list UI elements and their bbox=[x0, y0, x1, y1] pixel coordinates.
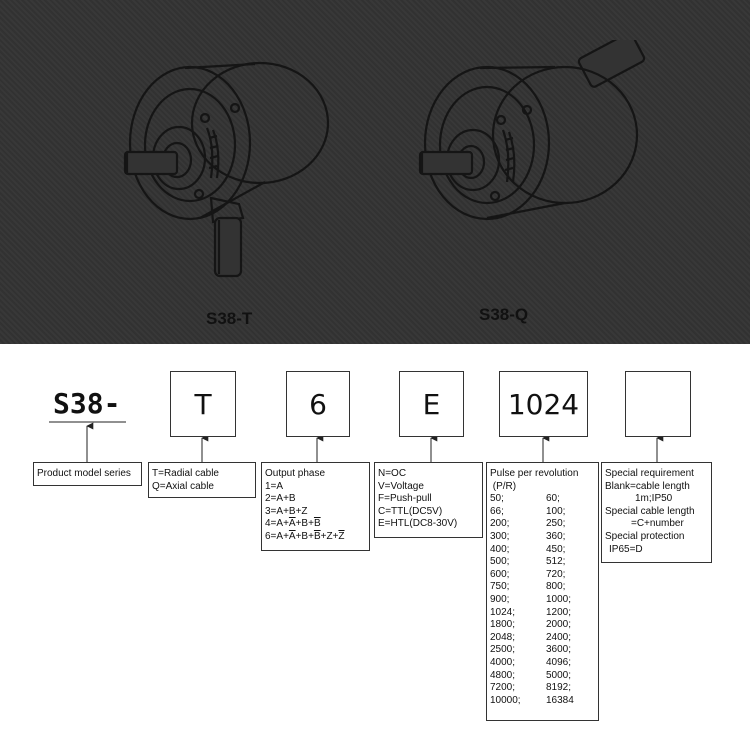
output-phase-item bbox=[265, 493, 366, 506]
desc-model: Product model series bbox=[33, 462, 142, 486]
pulse-value: 1000; bbox=[546, 593, 572, 605]
pulse-value: 200; bbox=[490, 518, 510, 530]
pulse-value: 500; bbox=[490, 556, 510, 568]
pulse-value: 1024; bbox=[490, 606, 516, 618]
pulse-value: 4000; bbox=[490, 656, 516, 668]
signal: A bbox=[276, 480, 284, 492]
pulse-value: 600; bbox=[490, 568, 510, 580]
pulse-value: 720; bbox=[546, 568, 566, 580]
pulse-value: 10000; bbox=[490, 694, 521, 706]
pulse-value: 60; bbox=[546, 493, 560, 505]
pulse-value: 750; bbox=[490, 581, 510, 593]
desc-cable: T=Radial cable Q=Axial cable bbox=[148, 462, 256, 498]
pulse-value: 50; bbox=[490, 493, 504, 505]
code-box-output: 6 bbox=[286, 371, 350, 437]
output-phase-list bbox=[265, 481, 366, 544]
pulse-value: 800; bbox=[546, 581, 566, 593]
output-phase-code: 2= bbox=[265, 493, 277, 505]
pulse-value: 3600; bbox=[546, 644, 572, 656]
model-prefix: S38- bbox=[53, 387, 121, 420]
pulse-value: 900; bbox=[490, 593, 510, 605]
desc-pulse: Pulse per revolution (P/R) 50; 60; 66; 100; 200; 250; 300; 360; 400; 450; 500; 512; 600; 720; 750; 800; 900; 1000; 1024; 1200; 1800; 2000; 2048; 2400; 2500; 3600; 4000; 4096; 4800; 5000; 7200; 8192; 10000; 16384 bbox=[486, 462, 599, 721]
pulse-value: 2500; bbox=[490, 644, 516, 656]
pulse-value: 5000; bbox=[546, 669, 572, 681]
encoder-s38-t-illustration bbox=[115, 48, 345, 288]
output-phase-code: 6= bbox=[265, 530, 277, 542]
code-box-special bbox=[625, 371, 691, 437]
pulse-value: 4800; bbox=[490, 669, 516, 681]
signal: +B+ bbox=[295, 518, 314, 530]
signal: A+B+Z bbox=[276, 505, 308, 517]
desc-voltage: N=OC V=Voltage F=Push-pull C=TTL(DC5V) E=HTL(DC8-30V) bbox=[374, 462, 483, 538]
code-box-cable: T bbox=[170, 371, 236, 437]
desc-output-phase: Output phase 1=A 2=A+B 3=A+B+Z $4=A+\overline{A}+B+\overline{B}$ $6=A+\overline{A}+B+\overline{B}+Z+\overline{Z}$ bbox=[261, 462, 370, 551]
output-phase-item bbox=[265, 518, 366, 531]
output-phase-item bbox=[265, 531, 366, 544]
signal: A+B bbox=[276, 493, 296, 505]
output-phase-code: 4= bbox=[265, 518, 277, 530]
inverted-signal: $\overline{B}$ bbox=[313, 518, 321, 530]
pulse-value: 7200; bbox=[490, 682, 516, 694]
output-phase-code: 3= bbox=[265, 505, 277, 517]
inverted-signal: $\overline{A}$ bbox=[288, 530, 296, 542]
pulse-value: 8192; bbox=[546, 682, 572, 694]
pulse-value: 66; bbox=[490, 505, 504, 517]
pulse-value: 4096; bbox=[546, 656, 572, 668]
pulse-values-grid bbox=[490, 493, 595, 707]
inverted-signal: $\overline{B}$ bbox=[313, 530, 321, 542]
pulse-value: 2048; bbox=[490, 631, 516, 643]
signal: A+ bbox=[276, 518, 289, 530]
output-phase-item bbox=[265, 506, 366, 519]
pulse-value: 100; bbox=[546, 505, 566, 517]
pulse-value: 2400; bbox=[546, 631, 572, 643]
inverted-signal: $\overline{Z}$ bbox=[338, 530, 345, 542]
output-phase-code: 1= bbox=[265, 480, 277, 492]
pulse-value: 1800; bbox=[490, 619, 516, 631]
output-phase-item bbox=[265, 481, 366, 494]
pulse-value: 250; bbox=[546, 518, 566, 530]
pulse-value: 300; bbox=[490, 530, 510, 542]
pulse-value: 16384 bbox=[546, 694, 574, 706]
code-box-voltage: E bbox=[399, 371, 464, 437]
desc-special: Special requirement Blank=cable length 1m;IP50 Special cable length =C+number Special protection IP65=D bbox=[601, 462, 712, 563]
signal: A+ bbox=[276, 530, 289, 542]
pulse-value: 2000; bbox=[546, 619, 572, 631]
pulse-value: 1200; bbox=[546, 606, 572, 618]
pulse-value: 512; bbox=[546, 556, 566, 568]
signal: +Z+ bbox=[320, 530, 339, 542]
pulse-value: 400; bbox=[490, 543, 510, 555]
inverted-signal: $\overline{A}$ bbox=[288, 518, 296, 530]
signal: +B+ bbox=[295, 530, 314, 542]
pulse-value: 360; bbox=[546, 530, 566, 542]
encoder-s38-q-illustration bbox=[415, 40, 655, 240]
encoder-label-s38-q: S38-Q bbox=[479, 305, 529, 324]
pulse-value: 450; bbox=[546, 543, 566, 555]
product-photo-panel bbox=[0, 0, 750, 344]
encoder-label-s38-t: S38-T bbox=[206, 309, 253, 328]
code-box-pulse: 1024 bbox=[499, 371, 588, 437]
